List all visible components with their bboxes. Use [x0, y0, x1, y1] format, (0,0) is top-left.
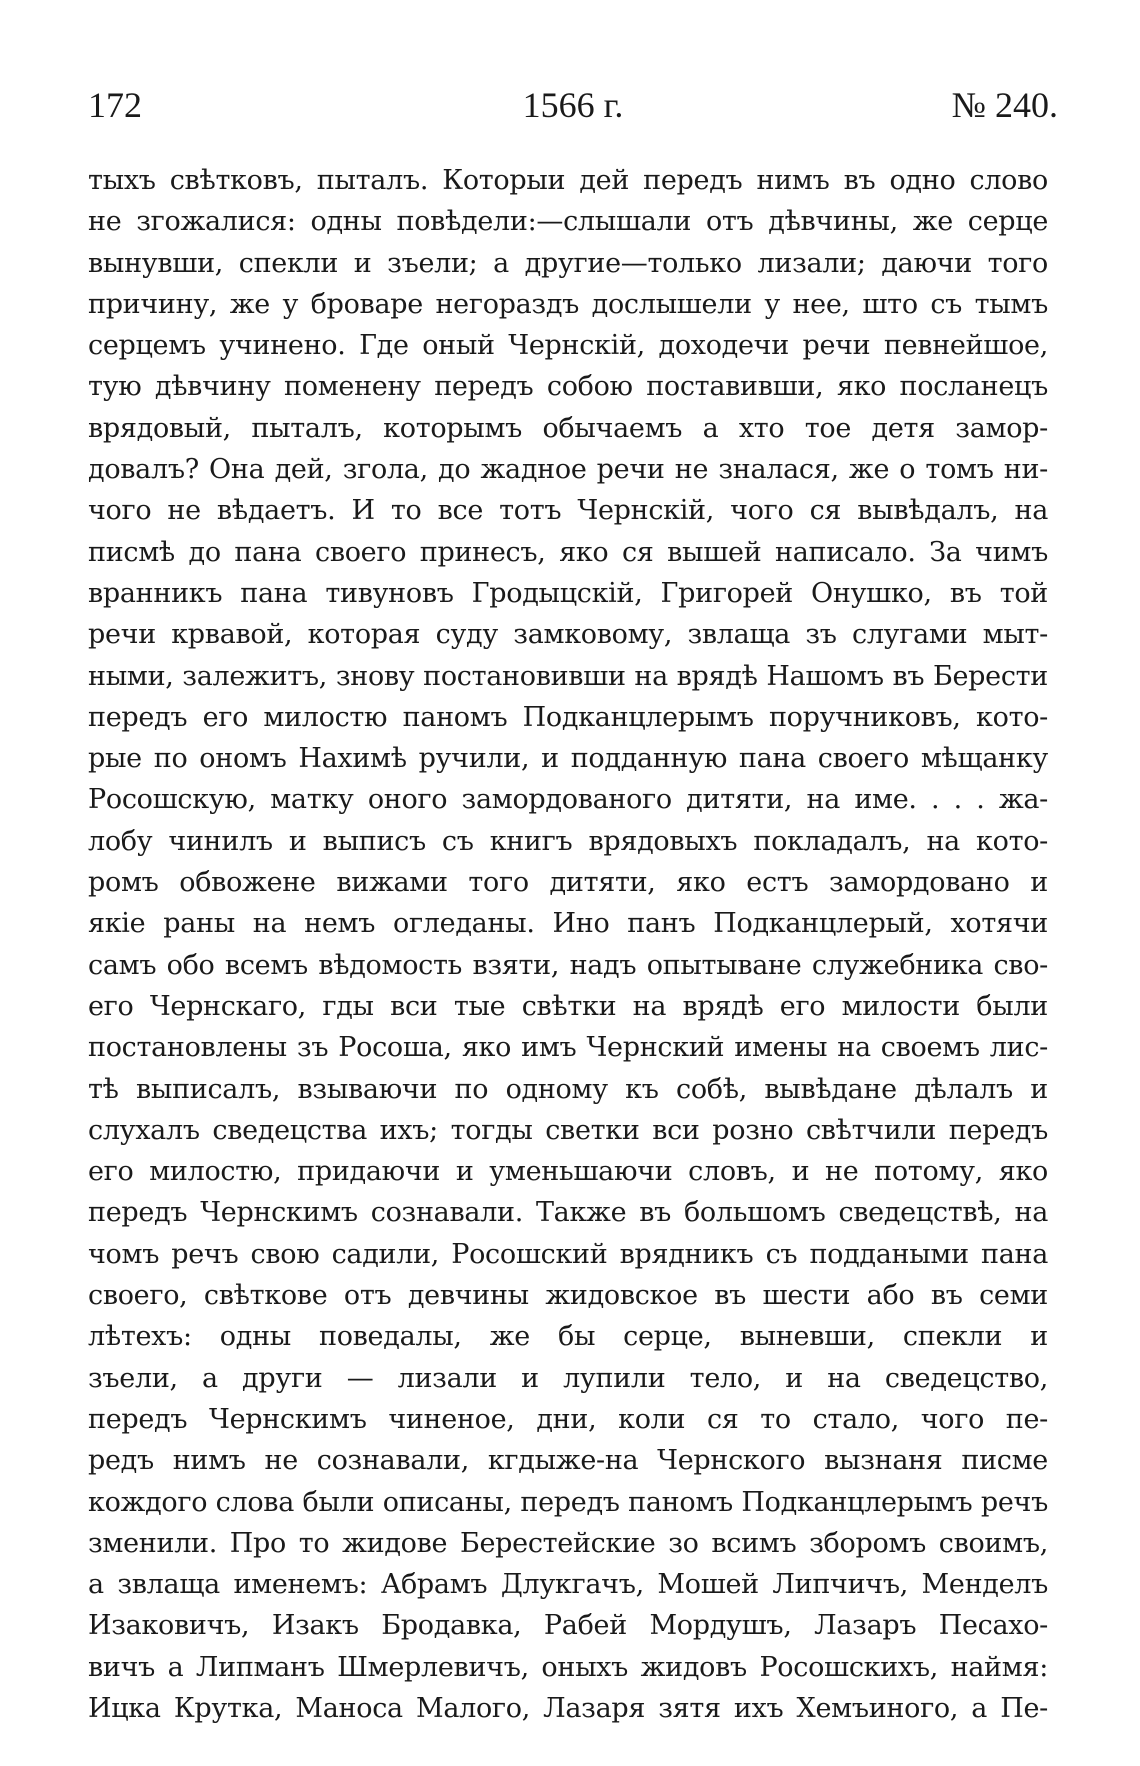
text-line: Изаковичъ, Изакъ Бродавка, Рабей Мордушъ, Лазаръ Песахо- — [88, 1610, 1048, 1642]
text-line: Росошскую, матку оного замордованого дитяти, на име. . . . жа- — [88, 784, 1048, 816]
text-line: его милостю, придаючи и уменьшаючи словъ, и не потому, яко — [88, 1156, 1048, 1188]
page-header — [88, 80, 1058, 130]
text-line: вынувши, спекли и зъели; а другие—только лизали; даючи того — [88, 247, 1048, 279]
text-line: не згожалися: одны повѣдели:—слышали отъ дѣвчины, же серце — [88, 206, 1048, 238]
text-line: серцемъ учинено. Где оный Чернскій, доходечи речи певнейшое, — [88, 330, 1048, 362]
text-line: врядовый, пыталъ, которымъ обычаемъ а хто тое детя замор- — [88, 412, 1048, 444]
text-line: зъели, а други — лизали и лупили тело, и на сведецство, — [88, 1362, 1048, 1394]
text-line: постановлены зъ Росоша, яко имъ Чернский имены на своемъ лис- — [88, 1032, 1048, 1064]
body-text — [88, 160, 1048, 1729]
text-line: передъ Чернскимъ чиненое, дни, коли ся то стало, чого пе- — [88, 1403, 1048, 1435]
text-line: кождого слова были описаны, передъ паномъ Подканцлерымъ речъ — [88, 1486, 1048, 1518]
text-line: вранникъ пана тивуновъ Гродыцскій, Григорей Онушко, въ той — [88, 577, 1048, 609]
text-line: тѣ выписалъ, взываючи по одному къ собѣ, вывѣдане дѣлалъ и — [88, 1073, 1048, 1105]
header-year: 1566 г. — [522, 85, 624, 125]
page-number: 172 — [88, 85, 142, 125]
text-line: ромъ обвожене вижами того дитяти, яко естъ замордовано и — [88, 867, 1048, 899]
text-line: чого не вѣдаетъ. И то все тотъ Чернскій, чого ся вывѣдалъ, на — [88, 495, 1048, 527]
text-line: чомъ речъ свою садили, Росошский врядникъ съ поддаными пана — [88, 1238, 1048, 1270]
text-line: Ицка Крутка, Маноса Малого, Лазаря зятя ихъ Хемъиного, а Пе- — [88, 1692, 1048, 1724]
text-line: передъ Чернскимъ сознавали. Также въ большомъ сведецствѣ, на — [88, 1197, 1048, 1229]
text-line: тую дѣвчину поменену передъ собою поставивши, яко посланецъ — [88, 371, 1048, 403]
text-line: якіе раны на немъ огледаны. Ино панъ Подканцлерый, хотячи — [88, 908, 1048, 940]
text-line: довалъ? Она дей, згола, до жадное речи не зналася, же о томъ ни- — [88, 454, 1048, 486]
text-line: самъ обо всемъ вѣдомость взяти, надъ опытыване служебника сво- — [88, 949, 1048, 981]
text-line: рые по ономъ Нахимѣ ручили, и подданную пана своего мѣщанку — [88, 743, 1048, 775]
text-line: речи крвавой, которая суду замковому, звлаща зъ слугами мыт- — [88, 619, 1048, 651]
document-number: № 240. — [951, 85, 1058, 125]
text-line: тыхъ свѣтковъ, пыталъ. Которыи дей передъ нимъ въ одно слово — [88, 165, 1048, 196]
text-line: лѣтехъ: одны поведалы, же бы серце, выневши, спекли и — [88, 1321, 1048, 1353]
text-line: редъ нимъ не сознавали, кгдыже-на Чернского вызнаня писме — [88, 1445, 1048, 1477]
text-line: передъ его милостю паномъ Подканцлерымъ поручниковъ, кото- — [88, 701, 1048, 733]
text-line: слухалъ сведецства ихъ; тогды светки вси розно свѣтчили передъ — [88, 1114, 1048, 1146]
text-line: ными, залежитъ, знову постановивши на врядѣ Нашомъ въ Берести — [88, 660, 1048, 692]
text-line: писмѣ до пана своего принесъ, яко ся вышей написало. За чимъ — [88, 536, 1048, 568]
text-line: его Чернскаго, гды вси тые свѣтки на врядѣ его милости были — [88, 990, 1048, 1022]
text-line: лобу чинилъ и выписъ съ книгъ врядовыхъ покладалъ, на кото- — [88, 825, 1048, 857]
text-line: зменили. Про то жидове Берестейские зо всимъ зборомъ своимъ, — [88, 1527, 1048, 1559]
text-line: своего, свѣткове отъ девчины жидовское въ шести або въ семи — [88, 1280, 1048, 1312]
text-line: а звлаща именемъ: Абрамъ Длукгачъ, Мошей Липчичъ, Менделъ — [88, 1569, 1048, 1601]
text-line: причину, же у броваре негораздъ дослышели у нее, што съ тымъ — [88, 288, 1048, 320]
text-line: вичъ а Липманъ Шмерлевичъ, оныхъ жидовъ Росошскихъ, наймя: — [88, 1651, 1048, 1683]
